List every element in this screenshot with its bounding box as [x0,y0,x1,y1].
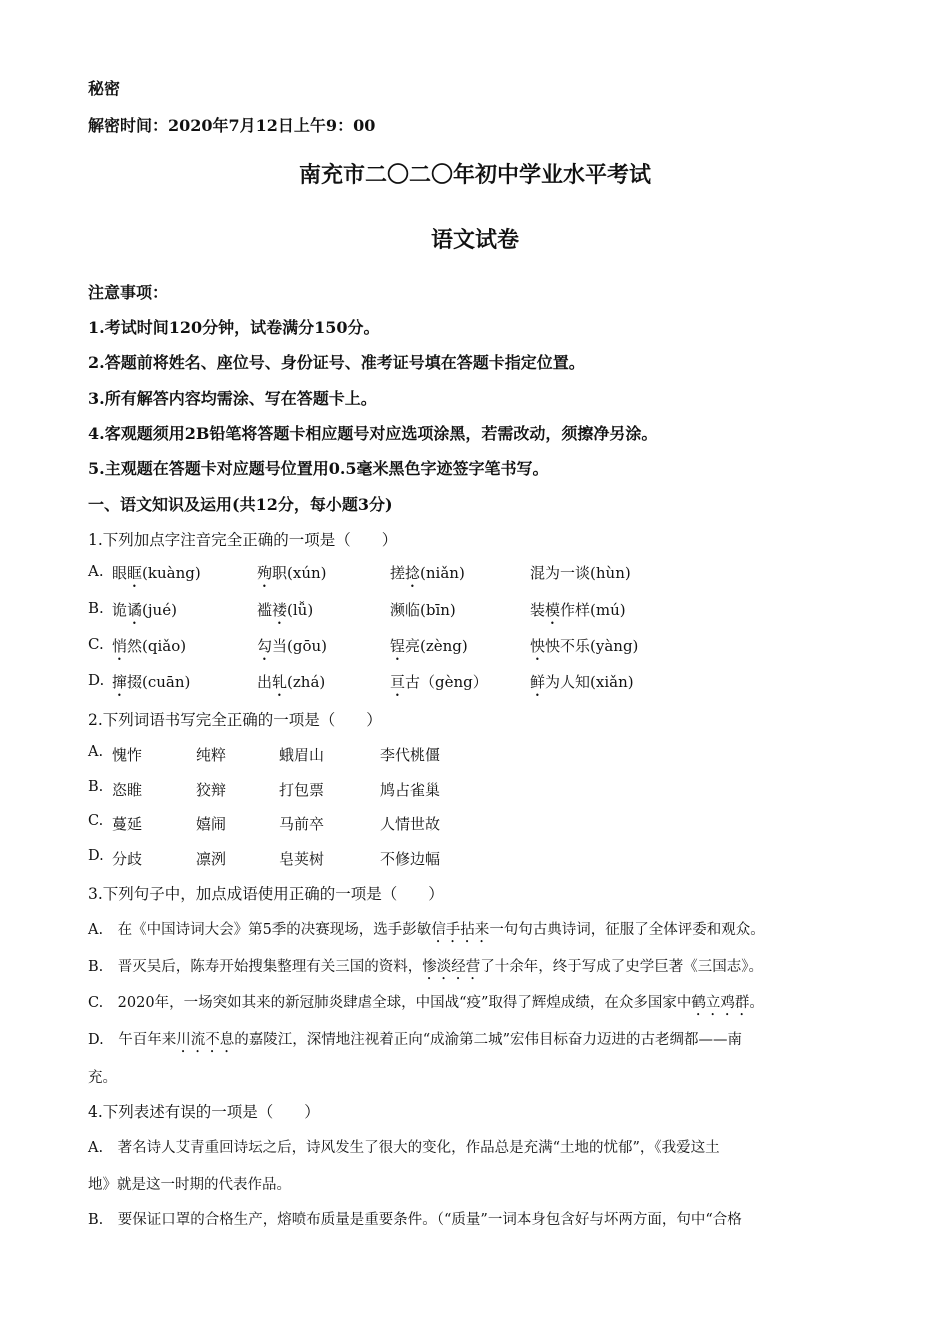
option-text: (zhá) [287,673,326,691]
question-2-option-word: 嬉闹 [196,815,227,833]
question-1-option-item [390,671,488,700]
question-2-option-label: D. [88,848,104,864]
dotted-char: 鲜 [530,673,546,691]
question-3-option-b [88,955,763,983]
question-2-option-word: 鸠占雀巢 [380,781,441,799]
question-4-stem: 4.下列表述有误的一项是（ ） [88,1103,320,1121]
option-text: 眼 [112,564,128,582]
question-1-option-item [530,562,631,591]
question-1-option-item [530,671,634,700]
option-text: 职(xún) [272,564,327,582]
question-1-option-item [257,599,313,628]
option-text: 一句句古典诗词，征服了全体评委和观众。 [489,922,765,938]
question-1-option-item [257,562,327,591]
dotted-char: 怏 [530,637,546,655]
question-2-option-word: 纯粹 [196,746,227,764]
page-title: 南充市二〇二〇年初中学业水平考试 [298,162,651,188]
option-text: 古（gèng） [405,673,488,691]
option-text: D. 午百年来 [88,1032,177,1048]
dotted-char: 眶 [127,564,143,582]
option-text: 诡 [112,601,128,619]
question-1-option-item [530,599,626,628]
dotted-char: 模 [545,601,561,619]
question-1-stem: 1.下列加点字注音完全正确的一项是（ ） [88,531,398,549]
question-4-option-a-cont: 地》就是这一时期的代表作品。 [88,1177,291,1193]
note-item: 1.考试时间120分钟，试卷满分150分。 [88,318,380,337]
notes-heading: 注意事项： [88,283,169,302]
dotted-char: 殉 [257,564,273,582]
option-text: 混 [530,564,546,582]
option-text: 濒 [390,601,406,619]
question-1-option-item [390,599,456,628]
question-1-option-item [112,671,190,700]
question-2-option-label: C. [88,813,104,829]
secret-label: 秘密 [88,79,121,98]
question-2-option-word: 恣睢 [112,781,143,799]
dotted-char: 勾 [257,637,273,655]
option-text: 作样(mú) [560,601,626,619]
question-2-option-word: 马前卒 [279,815,325,833]
dotted-idiom: 川流不息 [176,1032,235,1048]
option-text: 。 [749,995,764,1011]
dotted-char: 谲 [127,601,143,619]
question-2-option-word: 分歧 [112,850,143,868]
question-2-option-word: 李代桃僵 [380,746,441,764]
question-2-option-word: 愧怍 [112,746,143,764]
option-text: (lǚ) [287,601,314,619]
question-2-option-label: B. [88,779,104,795]
declassify-time: 解密时间：2020年7月12日上午9：00 [88,116,376,135]
dotted-char: 锃 [390,637,406,655]
question-1-option-item [257,671,325,700]
option-text: 为人知(xiǎn) [545,673,634,691]
question-1-option-label: C. [88,635,104,653]
question-1-option-item [112,562,201,591]
question-2-option-word: 皂荚树 [279,850,325,868]
dotted-idiom: 信手拈来 [431,922,490,938]
dotted-char: 亘 [390,673,406,691]
question-1-option-item [257,635,327,664]
option-text: (kuàng) [142,564,201,582]
note-item: 2.答题前将姓名、座位号、身份证号、准考证号填在答题卡指定位置。 [88,353,585,372]
question-2-stem: 2.下列词语书写完全正确的一项是（ ） [88,711,382,729]
dotted-char: 褛 [272,601,288,619]
page-subtitle: 语文试卷 [430,227,519,253]
option-text: 出 [257,673,273,691]
dotted-char: 悄 [112,637,128,655]
question-1-option-item [530,635,638,664]
question-2-option-word: 凛洌 [196,850,227,868]
question-1-option-item [390,635,468,664]
question-1-option-item [112,599,177,628]
option-text: B. 晋灭吴后，陈寿开始搜集整理有关三国的资料， [88,959,423,975]
option-text: 怏不乐(yàng) [545,637,639,655]
question-4-option-b: B. 要保证口罩的合格生产，熔喷布质量是重要条件。（“质量”一词本身包含好与坏两方面，句中“合格 [88,1212,742,1228]
note-item: 5.主观题在答题卡对应题号位置用0.5毫米黑色字迹签字笔书写。 [88,459,549,478]
option-text: A. 在《中国诗词大会》第5季的决赛现场，选手彭敏 [88,922,432,938]
question-2-option-word: 蛾眉山 [279,746,325,764]
dotted-idiom: 惨淡经营 [422,959,481,975]
note-item: 3.所有解答内容均需涂、写在答题卡上。 [88,389,377,408]
option-text: (jué) [142,601,177,619]
question-1-option-label: A. [88,562,104,580]
question-2-option-word: 不修边幅 [380,850,441,868]
question-3-option-c [88,991,764,1019]
question-2-option-word: 狡辩 [196,781,227,799]
note-item: 4.客观题须用2B铅笔将答题卡相应题号对应选项涂黑，若需改动，须擦净另涂。 [88,424,658,443]
dotted-idiom: 鹤立鸡群 [691,995,750,1011]
question-1-option-item [390,562,465,591]
question-1-option-label: B. [88,599,104,617]
option-text: 褴 [257,601,273,619]
dotted-char: 轧 [272,673,288,691]
dotted-char: 捻 [405,564,421,582]
option-text: C. 2020年，一场突如其来的新冠肺炎肆虐全球，中国战“疫”取得了辉煌成绩，在众多国家中 [88,995,692,1011]
question-3-option-a [88,918,765,946]
question-1-option-item [112,635,186,664]
option-text: 为一谈(hùn) [545,564,631,582]
question-2-option-label: A. [88,744,104,760]
question-2-option-word: 打包票 [279,781,325,799]
question-2-option-word: 人情世故 [380,815,441,833]
question-1-option-label: D. [88,671,105,689]
question-3-option-d [88,1028,742,1056]
section-heading: 一、语文知识及运用(共12分，每小题3分) [88,495,393,514]
option-text: 了十余年，终于写成了史学巨著《三国志》。 [480,959,764,975]
question-3-option-d-cont: 充。 [88,1070,117,1086]
dotted-char: 撺 [112,673,128,691]
option-text: 搓 [390,564,406,582]
option-text: 当(gōu) [272,637,328,655]
option-text: 装 [530,601,546,619]
option-text: 临(bīn) [405,601,456,619]
question-2-option-word: 蔓延 [112,815,143,833]
question-4-option-a: A. 著名诗人艾青重回诗坛之后，诗风发生了很大的变化，作品总是充满“土地的忧郁”，《我爱这土 [88,1140,720,1156]
option-text: 掇(cuān) [127,673,191,691]
option-text: (niǎn) [420,564,465,582]
question-3-stem: 3.下列句子中，加点成语使用正确的一项是（ ） [88,885,444,903]
option-text: 然(qiǎo) [127,637,187,655]
option-text: 亮(zèng) [405,637,468,655]
option-text: 的嘉陵江，深情地注视着正向“成渝第二城”宏伟目标奋力迈进的古老绸都——南 [234,1032,743,1048]
